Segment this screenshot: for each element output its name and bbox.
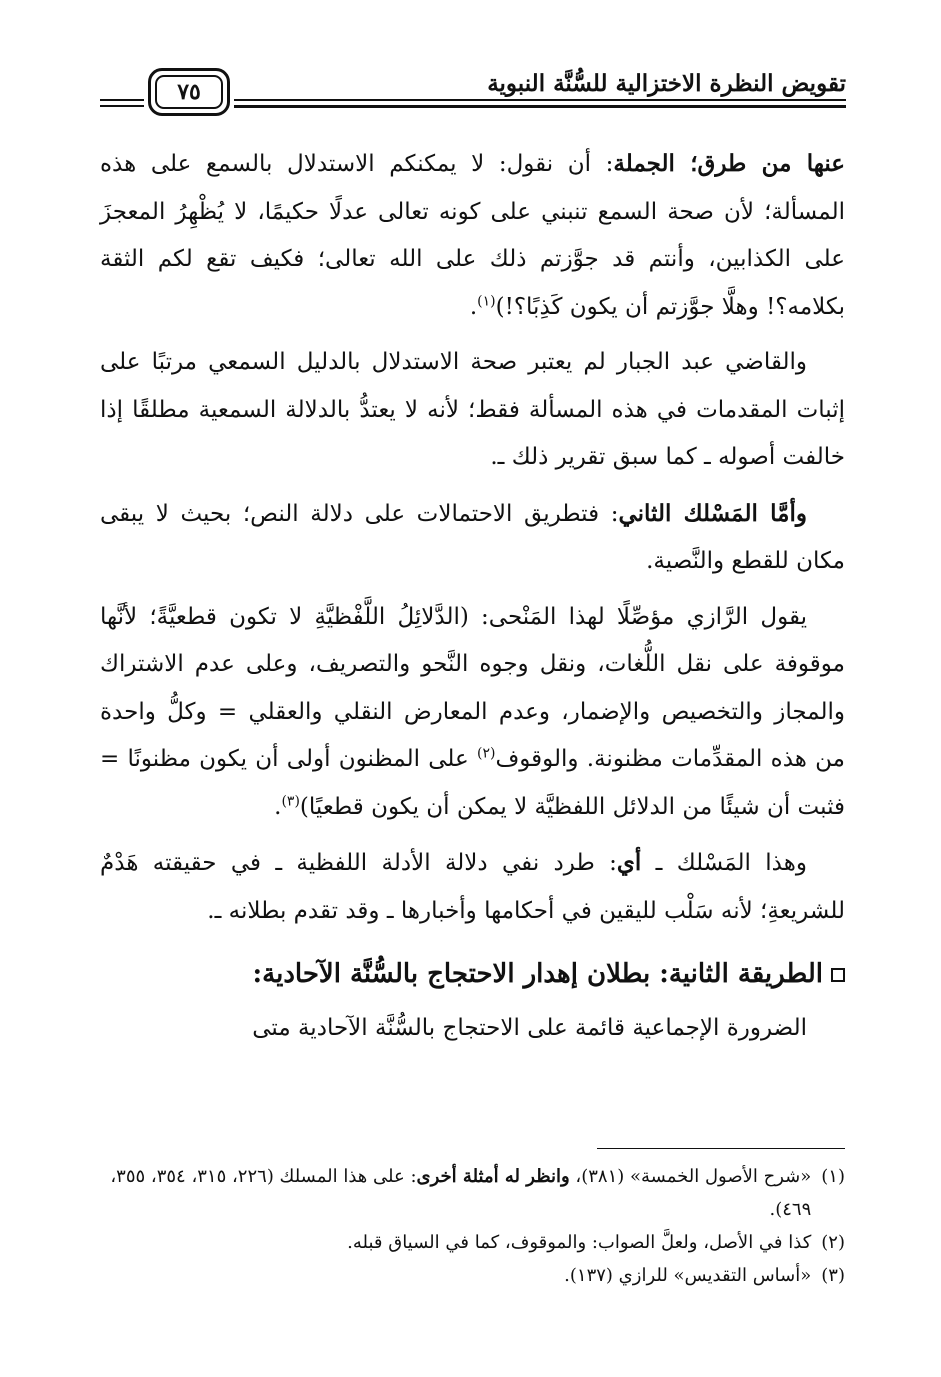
footnote-text: «أساس التقديس» للرازي (١٣٧).	[564, 1265, 812, 1286]
paragraph	[100, 339, 845, 482]
section-heading	[100, 951, 845, 999]
paragraph-text: : أن نقول: لا يمكنكم الاستدلال بالسمع على هذه المسألة؛ لأن صحة السمع تنبني على كونه تعالى عدلًا حكيمًا، لا يُظْهِرُ المعجزَ على الكذابين، وأنتم قد جوَّزتم ذلك على الله تعالى؛ فكيف تقع لكم الثقة بكلامه؟! وهلَّا جوَّزتم أن يكون كَذِبًا؟!)	[100, 151, 845, 320]
footnote	[100, 1259, 845, 1292]
header-rule	[100, 99, 144, 101]
paragraph-text: على المظنون أولى أن يكون مظنونًا = فثبت أن شيئًا من الدلائل اللفظيَّة لا يمكن أن يكون قطعيًا)	[100, 746, 845, 820]
paragraph-text: والقاضي عبد الجبار لم يعتبر صحة الاستدلال بالدليل السمعي مرتبًا على إثبات المقدمات في هذه المسألة فقط؛ لأنه لا يعتدُّ بالدلالة السمعية مطلقًا إذا خالفت أصوله ـ كما سبق تقرير ذلك ـ.	[100, 349, 845, 470]
header-rule	[234, 105, 846, 108]
section-heading-text: الطريقة الثانية: بطلان إهدار الاحتجاج بالسُّنَّة الآحادية:	[252, 959, 823, 989]
footnote-number: (١)	[821, 1166, 845, 1187]
square-icon	[831, 968, 845, 982]
footnote-text: كذا في الأصل، ولعلَّ الصواب: والموقوف، كما في السياق قبله.	[347, 1232, 812, 1253]
paragraph-text: وهذا المَسْلك ـ	[641, 850, 807, 876]
paragraph	[100, 1005, 845, 1053]
paragraph-text: : طرد نفي دلالة الأدلة اللفظية ـ في حقيقته هَدْمٌ للشريعةِ؛ لأنه سَلْب لليقين في أحكامها وأخبارها ـ وقد تقدم بطلانه ـ.	[100, 850, 845, 924]
bold-lead: وأمَّا المَسْلك الثاني	[618, 499, 808, 527]
bold-lead: عنها من طرق؛ الجملة	[613, 150, 846, 177]
main-text	[100, 140, 845, 1060]
running-title: تقويض النظرة الاختزالية للسُّنَّة النبوية	[487, 70, 846, 97]
paragraph	[100, 839, 845, 935]
footnote-separator	[597, 1148, 845, 1149]
page-number-badge	[148, 68, 230, 116]
running-header	[100, 58, 846, 128]
header-rule	[100, 105, 144, 107]
paragraph-text: يقول الرَّازي مؤصِّلًا لهذا المَنْحى: (الدَّلائِلُ اللَّفْظيَّةِ لا تكون قطعيَّةً؛ لأنَّها موقوفة على نقل اللُّغات، ونقل وجوه النَّحو والتصريف، وعلى عدم الاشتراك والمجاز والتخصيص والإضمار، وعدم المعارض النقلي والعقلي = وكلُّ واحدة من هذه المقدِّمات مظنونة. والوقوف	[100, 603, 846, 772]
footnote-number: (٣)	[821, 1265, 845, 1286]
paragraph	[100, 490, 845, 586]
paragraph	[100, 594, 845, 832]
footnote	[100, 1226, 845, 1259]
footnote-text-part: : على هذا المسلك (٢٢٦، ٣١٥، ٣٥٤، ٣٥٥، ٤٦٩).	[110, 1166, 812, 1220]
footnote-bold: وانظر له أمثلة أخرى	[416, 1166, 570, 1187]
footnote-number: (٢)	[821, 1232, 845, 1253]
footnotes	[100, 1160, 845, 1292]
footnote-ref[interactable]: (١)	[477, 292, 496, 309]
footnote-ref[interactable]: (٣)	[281, 792, 300, 809]
header-rule	[234, 99, 846, 101]
paragraph-text: : فتطريق الاحتمالات على دلالة النص؛ بحيث لا يبقى مكان للقطع والنَّصية.	[100, 500, 845, 574]
paragraph-tail: .	[274, 793, 282, 820]
footnote-ref[interactable]: (٢)	[476, 745, 496, 762]
page-number: ٧٥	[177, 79, 201, 105]
footnote	[100, 1160, 845, 1226]
paragraph-tail: .	[469, 293, 478, 320]
paragraph-text: الضرورة الإجماعية قائمة على الاحتجاج بالسُّنَّة الآحادية متى	[252, 1014, 807, 1041]
footnote-text-part: «شرح الأصول الخمسة» (٣٨١)،	[569, 1166, 812, 1187]
bold-lead: أي	[616, 849, 642, 876]
paragraph	[100, 140, 845, 331]
footnote-text	[100, 1160, 811, 1226]
